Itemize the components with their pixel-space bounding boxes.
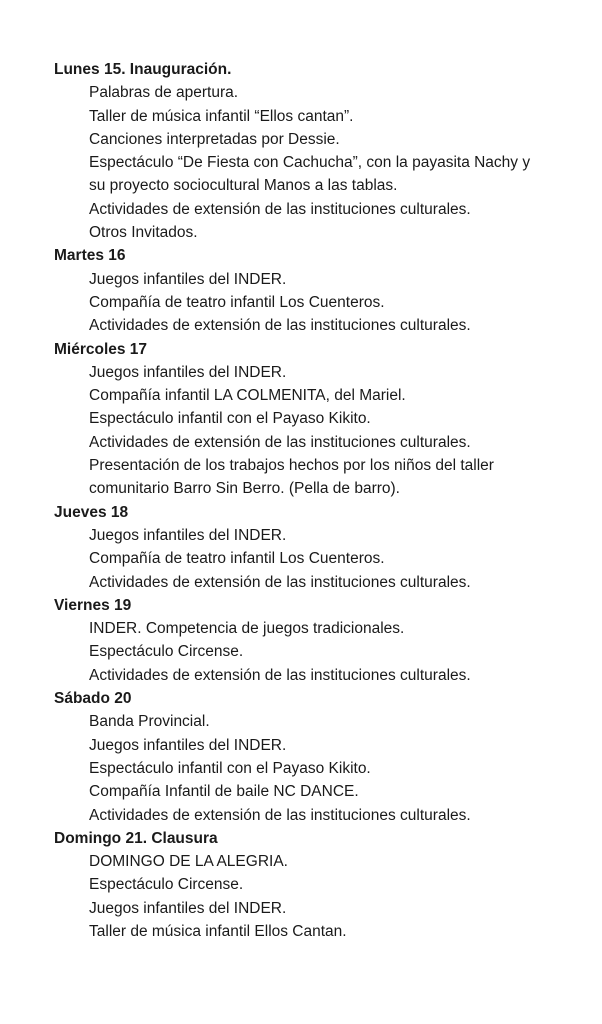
- activity-item: Actividades de extensión de las instituciones culturales.: [89, 200, 471, 218]
- day-section: [0, 58, 602, 244]
- activity-item: Taller de música infantil “Ellos cantan”.: [89, 107, 354, 125]
- day-section: [0, 687, 602, 827]
- activity-item: Juegos infantiles del INDER.: [89, 526, 287, 544]
- activity-item: Espectáculo Circense.: [89, 643, 244, 661]
- day-section: [0, 501, 602, 594]
- day-section: [0, 594, 602, 687]
- activity-item: Compañía de teatro infantil Los Cuenteros.: [89, 550, 385, 568]
- day-title: Jueves 18: [54, 503, 129, 521]
- activity-item: Compañía de teatro infantil Los Cuenteros.: [89, 293, 385, 311]
- day-title: Domingo 21. Clausura: [54, 829, 218, 847]
- activity-item: DOMINGO DE LA ALEGRIA.: [89, 853, 288, 871]
- day-title: Martes 16: [54, 247, 126, 265]
- activity-item: Actividades de extensión de las instituciones culturales.: [89, 573, 471, 591]
- activity-item: Palabras de apertura.: [89, 84, 239, 102]
- schedule-document: [0, 58, 602, 943]
- day-title: Lunes 15. Inauguración.: [54, 61, 232, 78]
- activity-item-line: Espectáculo “De Fiesta con Cachucha”, con la payasita Nachy y: [89, 154, 531, 172]
- activity-item: INDER. Competencia de juegos tradicionales.: [89, 620, 405, 638]
- activity-item-line: su proyecto sociocultural Manos a las tablas.: [89, 177, 398, 195]
- activity-item: Juegos infantiles del INDER.: [89, 899, 287, 917]
- activity-item: Otros Invitados.: [89, 224, 198, 242]
- activity-item: Banda Provincial.: [89, 713, 210, 731]
- activity-item-line: Presentación de los trabajos hechos por los niños del taller: [89, 457, 494, 475]
- activity-item: Espectáculo infantil con el Payaso Kikito.: [89, 759, 371, 777]
- activity-item: Espectáculo Circense.: [89, 876, 244, 894]
- day-section: [0, 827, 602, 943]
- activity-item: Compañía infantil LA COLMENITA, del Mariel.: [89, 387, 406, 405]
- activity-item: Compañía Infantil de baile NC DANCE.: [89, 783, 359, 801]
- activity-item: Actividades de extensión de las instituciones culturales.: [89, 317, 471, 335]
- day-title: Miércoles 17: [54, 340, 148, 358]
- activity-item: Actividades de extensión de las instituciones culturales.: [89, 806, 471, 824]
- day-section: [0, 244, 602, 337]
- activity-item: Taller de música infantil Ellos Cantan.: [89, 922, 347, 940]
- activity-item: [0, 454, 602, 501]
- activity-item: Juegos infantiles del INDER.: [89, 270, 287, 288]
- activity-item: Juegos infantiles del INDER.: [89, 736, 287, 754]
- activity-item: Juegos infantiles del INDER.: [89, 363, 287, 381]
- day-title: Viernes 19: [54, 596, 132, 614]
- activity-item: Espectáculo infantil con el Payaso Kikito.: [89, 410, 371, 428]
- day-title: Sábado 20: [54, 690, 132, 708]
- activity-item: Actividades de extensión de las instituciones culturales.: [89, 433, 471, 451]
- activity-item: Canciones interpretadas por Dessie.: [89, 130, 340, 148]
- activity-item: Actividades de extensión de las instituciones culturales.: [89, 666, 471, 684]
- day-section: [0, 338, 602, 501]
- activity-item: [0, 151, 602, 198]
- activity-item-line: comunitario Barro Sin Berro. (Pella de barro).: [89, 480, 400, 498]
